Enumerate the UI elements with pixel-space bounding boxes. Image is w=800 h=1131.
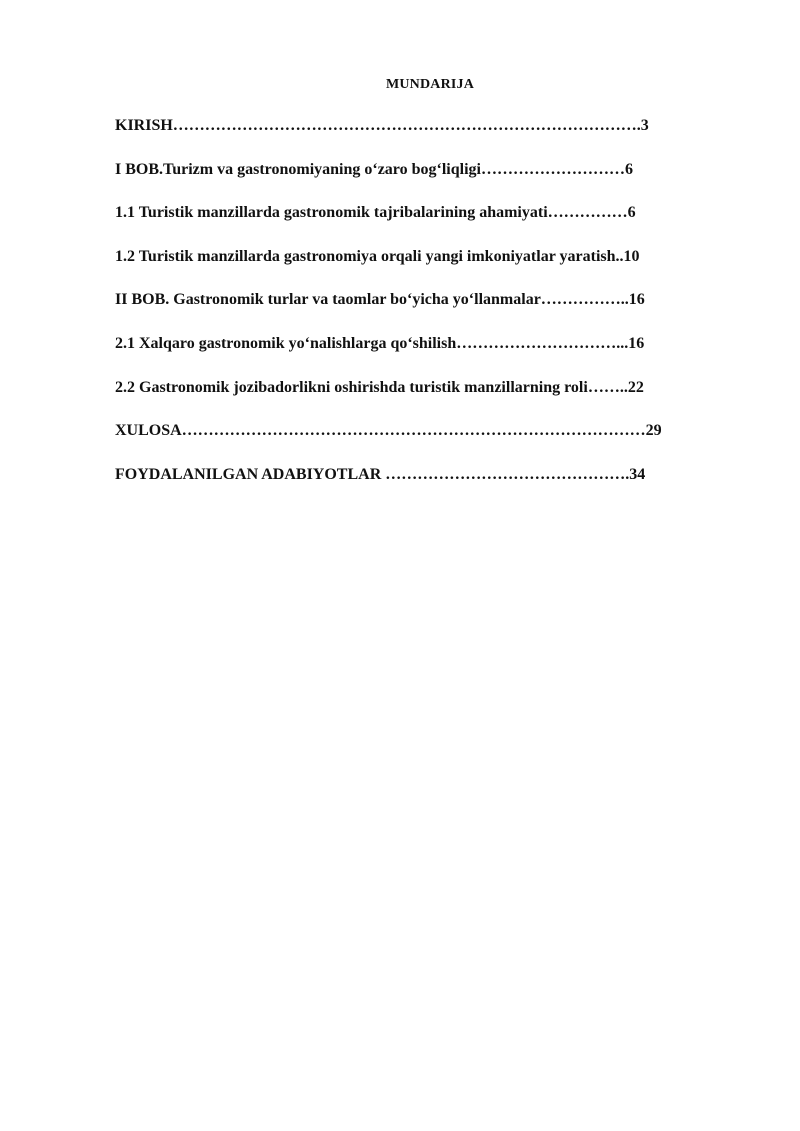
toc-entry-section-2-1: 2.1 Xalqaro gastronomik yo‘nalishlarga qo‘shilish…………………………...16	[115, 334, 645, 352]
toc-entry-introduction: KIRISH…………………………………………………………………………….3	[115, 117, 649, 134]
toc-entry-section-2-2: 2.2 Gastronomik jozibadorlikni oshirishda turistik manzillarning roli……..22	[115, 378, 644, 396]
table-of-contents	[115, 110, 755, 502]
toc-entry-section-1-1: 1.1 Turistik manzillarda gastronomik tajribalarining ahamiyati……………6	[115, 204, 636, 222]
toc-entry-references: FOYDALANILGAN ADABIYOTLAR ……………………………………….34	[115, 465, 646, 483]
toc-entry-section-1-2: 1.2 Turistik manzillarda gastronomiya orqali yangi imkoniyatlar yaratish..10	[115, 247, 640, 265]
toc-entry-chapter-2: II BOB. Gastronomik turlar va taomlar bo‘yicha yo‘llanmalar……………..16	[115, 291, 645, 309]
toc-entry-conclusion: XULOSA……………………………………………………………………………29	[115, 422, 662, 440]
toc-title: MUNDARIJA	[385, 77, 475, 92]
toc-entry-chapter-1: I BOB.Turizm va gastronomiyaning o‘zaro bog‘liqligi………………………6	[115, 160, 633, 178]
